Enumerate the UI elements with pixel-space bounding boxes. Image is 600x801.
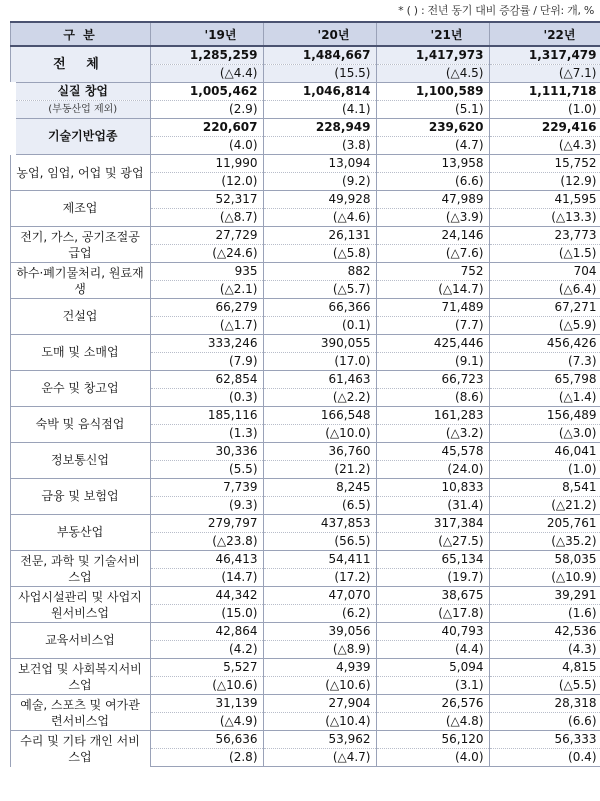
rate-cell: (△13.3): [489, 209, 600, 227]
rate-cell: (4.3): [489, 641, 600, 659]
rate-cell: (0.4): [489, 749, 600, 767]
value-cell: 13,094: [263, 155, 376, 173]
value-cell: 205,761: [489, 515, 600, 533]
table-row: [10, 83, 600, 101]
rate-cell: (7.9): [150, 353, 263, 371]
header-label: 구 분: [10, 22, 150, 46]
value-cell: 45,578: [376, 443, 489, 461]
row-label: 예술, 스포츠 및 여가관련서비스업: [10, 695, 150, 731]
value-cell: 44,342: [150, 587, 263, 605]
value-cell: 53,962: [263, 731, 376, 749]
rate-cell: (△7.1): [489, 65, 600, 83]
value-cell: 239,620: [376, 119, 489, 137]
rate-cell: (△21.2): [489, 497, 600, 515]
rate-cell: (6.2): [263, 605, 376, 623]
value-cell: 54,411: [263, 551, 376, 569]
table-row: [10, 479, 600, 497]
rate-cell: (△4.4): [150, 65, 263, 83]
value-cell: 24,146: [376, 227, 489, 245]
value-cell: 10,833: [376, 479, 489, 497]
value-cell: 1,111,718: [489, 83, 600, 101]
table-body: [10, 46, 600, 767]
rate-cell: (6.5): [263, 497, 376, 515]
value-cell: 15,752: [489, 155, 600, 173]
rate-cell: (△10.6): [150, 677, 263, 695]
value-cell: 65,134: [376, 551, 489, 569]
value-cell: 38,675: [376, 587, 489, 605]
row-label: 수리 및 기타 개인 서비스업: [10, 731, 150, 767]
rate-cell: (56.5): [263, 533, 376, 551]
rate-cell: (△5.5): [489, 677, 600, 695]
value-cell: 8,245: [263, 479, 376, 497]
row-label: 사업시설관리 및 사업지원서비스업: [10, 587, 150, 623]
row-label: 정보통신업: [10, 443, 150, 479]
value-cell: 56,636: [150, 731, 263, 749]
value-cell: 39,056: [263, 623, 376, 641]
table-row: [10, 155, 600, 173]
rate-cell: (12.9): [489, 173, 600, 191]
rate-cell: (14.7): [150, 569, 263, 587]
table-row: [10, 587, 600, 605]
value-cell: 333,246: [150, 335, 263, 353]
row-label: 실질 창업: [10, 83, 150, 101]
value-cell: 1,317,479: [489, 46, 600, 65]
value-cell: 66,723: [376, 371, 489, 389]
rate-cell: (6.6): [376, 173, 489, 191]
rate-cell: (△6.4): [489, 281, 600, 299]
rate-cell: (△24.6): [150, 245, 263, 263]
table-row: [10, 623, 600, 641]
table-row-rate: [10, 101, 600, 119]
rate-cell: (4.0): [150, 137, 263, 155]
value-cell: 30,336: [150, 443, 263, 461]
rate-cell: (7.7): [376, 317, 489, 335]
table-row: [10, 227, 600, 245]
rate-cell: (4.0): [376, 749, 489, 767]
rate-cell: (1.0): [489, 101, 600, 119]
value-cell: 46,041: [489, 443, 600, 461]
rate-cell: (△10.9): [489, 569, 600, 587]
row-label: 부동산업: [10, 515, 150, 551]
table-row: [10, 443, 600, 461]
row-label: 제조업: [10, 191, 150, 227]
row-label: 건설업: [10, 299, 150, 335]
value-cell: 61,463: [263, 371, 376, 389]
rate-cell: (8.6): [376, 389, 489, 407]
unit-note: * ( ) : 전년 동기 대비 증감률 / 단위: 개, %: [398, 4, 594, 17]
rate-cell: (△1.4): [489, 389, 600, 407]
rate-cell: (△4.9): [150, 713, 263, 731]
value-cell: 882: [263, 263, 376, 281]
header-year: '21년: [376, 22, 489, 46]
rate-cell: (2.9): [150, 101, 263, 119]
rate-cell: (△4.3): [489, 137, 600, 155]
rate-cell: (3.1): [376, 677, 489, 695]
rate-cell: (△5.8): [263, 245, 376, 263]
value-cell: 56,333: [489, 731, 600, 749]
rate-cell: (△3.9): [376, 209, 489, 227]
value-cell: 31,139: [150, 695, 263, 713]
value-cell: 40,793: [376, 623, 489, 641]
rate-cell: (△5.9): [489, 317, 600, 335]
rate-cell: (17.2): [263, 569, 376, 587]
value-cell: 49,928: [263, 191, 376, 209]
row-label: 하수·폐기물처리, 원료재생: [10, 263, 150, 299]
statistics-table: [4, 21, 600, 767]
value-cell: 11,990: [150, 155, 263, 173]
rate-cell: (5.1): [376, 101, 489, 119]
rate-cell: (12.0): [150, 173, 263, 191]
rate-cell: (31.4): [376, 497, 489, 515]
rate-cell: (△4.7): [263, 749, 376, 767]
rate-cell: (15.5): [263, 65, 376, 83]
value-cell: 46,413: [150, 551, 263, 569]
table-row: [10, 46, 600, 65]
value-cell: 1,046,814: [263, 83, 376, 101]
rate-cell: (4.2): [150, 641, 263, 659]
table-row: [10, 407, 600, 425]
value-cell: 752: [376, 263, 489, 281]
rate-cell: (△14.7): [376, 281, 489, 299]
table-row: [10, 731, 600, 749]
row-label: 기술기반업종: [10, 119, 150, 155]
value-cell: 56,120: [376, 731, 489, 749]
value-cell: 23,773: [489, 227, 600, 245]
rate-cell: (△8.7): [150, 209, 263, 227]
rate-cell: (△4.5): [376, 65, 489, 83]
row-label: 교육서비스업: [10, 623, 150, 659]
value-cell: 26,131: [263, 227, 376, 245]
rate-cell: (△10.6): [263, 677, 376, 695]
value-cell: 185,116: [150, 407, 263, 425]
value-cell: 1,285,259: [150, 46, 263, 65]
rate-cell: (9.2): [263, 173, 376, 191]
row-label: 전기, 가스, 공기조절공급업: [10, 227, 150, 263]
row-label: 금융 및 보험업: [10, 479, 150, 515]
rate-cell: (21.2): [263, 461, 376, 479]
value-cell: 704: [489, 263, 600, 281]
value-cell: 42,536: [489, 623, 600, 641]
value-cell: 47,070: [263, 587, 376, 605]
row-label: 운수 및 창고업: [10, 371, 150, 407]
value-cell: 47,989: [376, 191, 489, 209]
value-cell: 7,739: [150, 479, 263, 497]
rate-cell: (0.1): [263, 317, 376, 335]
rate-cell: (△17.8): [376, 605, 489, 623]
value-cell: 71,489: [376, 299, 489, 317]
row-label: 도매 및 소매업: [10, 335, 150, 371]
value-cell: 65,798: [489, 371, 600, 389]
rate-cell: (9.1): [376, 353, 489, 371]
table-row: [10, 299, 600, 317]
rate-cell: (3.8): [263, 137, 376, 155]
value-cell: 425,446: [376, 335, 489, 353]
value-cell: 27,729: [150, 227, 263, 245]
value-cell: 390,055: [263, 335, 376, 353]
rate-cell: (4.7): [376, 137, 489, 155]
rate-cell: (1.3): [150, 425, 263, 443]
rate-cell: (6.6): [489, 713, 600, 731]
row-label: 보건업 및 사회복지서비스업: [10, 659, 150, 695]
rate-cell: (△3.0): [489, 425, 600, 443]
row-label: 전 체: [10, 46, 150, 83]
table-row: [10, 263, 600, 281]
table-row: [10, 371, 600, 389]
rate-cell: (△4.6): [263, 209, 376, 227]
row-label: 숙박 및 음식점업: [10, 407, 150, 443]
rate-cell: (4.4): [376, 641, 489, 659]
rate-cell: (24.0): [376, 461, 489, 479]
rate-cell: (△7.6): [376, 245, 489, 263]
value-cell: 228,949: [263, 119, 376, 137]
rate-cell: (15.0): [150, 605, 263, 623]
rate-cell: (△8.9): [263, 641, 376, 659]
row-label: 농업, 임업, 어업 및 광업: [10, 155, 150, 191]
value-cell: 156,489: [489, 407, 600, 425]
rate-cell: (△4.8): [376, 713, 489, 731]
value-cell: 456,426: [489, 335, 600, 353]
table-row: [10, 335, 600, 353]
rate-cell: (17.0): [263, 353, 376, 371]
value-cell: 229,416: [489, 119, 600, 137]
value-cell: 5,527: [150, 659, 263, 677]
value-cell: 166,548: [263, 407, 376, 425]
value-cell: 39,291: [489, 587, 600, 605]
value-cell: 1,484,667: [263, 46, 376, 65]
row-sublabel: (부동산업 제외): [10, 101, 150, 119]
value-cell: 26,576: [376, 695, 489, 713]
rate-cell: (1.6): [489, 605, 600, 623]
value-cell: 13,958: [376, 155, 489, 173]
table-row: [10, 551, 600, 569]
table-row: [10, 695, 600, 713]
value-cell: 317,384: [376, 515, 489, 533]
rate-cell: (△1.7): [150, 317, 263, 335]
value-cell: 41,595: [489, 191, 600, 209]
rate-cell: (△2.2): [263, 389, 376, 407]
value-cell: 935: [150, 263, 263, 281]
value-cell: 52,317: [150, 191, 263, 209]
rate-cell: (1.0): [489, 461, 600, 479]
value-cell: 220,607: [150, 119, 263, 137]
value-cell: 1,005,462: [150, 83, 263, 101]
value-cell: 42,864: [150, 623, 263, 641]
value-cell: 67,271: [489, 299, 600, 317]
value-cell: 66,279: [150, 299, 263, 317]
value-cell: 1,417,973: [376, 46, 489, 65]
rate-cell: (19.7): [376, 569, 489, 587]
value-cell: 4,939: [263, 659, 376, 677]
value-cell: 58,035: [489, 551, 600, 569]
table-row: [10, 515, 600, 533]
value-cell: 5,094: [376, 659, 489, 677]
value-cell: 62,854: [150, 371, 263, 389]
value-cell: 66,366: [263, 299, 376, 317]
value-cell: 28,318: [489, 695, 600, 713]
header-row: [10, 22, 600, 46]
value-cell: 437,853: [263, 515, 376, 533]
value-cell: 8,541: [489, 479, 600, 497]
rate-cell: (△23.8): [150, 533, 263, 551]
value-cell: 36,760: [263, 443, 376, 461]
rate-cell: (△5.7): [263, 281, 376, 299]
value-cell: 161,283: [376, 407, 489, 425]
rate-cell: (5.5): [150, 461, 263, 479]
header-year: '19년: [150, 22, 263, 46]
value-cell: 279,797: [150, 515, 263, 533]
rate-cell: (2.8): [150, 749, 263, 767]
rate-cell: (△10.0): [263, 425, 376, 443]
value-cell: 1,100,589: [376, 83, 489, 101]
rate-cell: (△2.1): [150, 281, 263, 299]
table-row: [10, 659, 600, 677]
value-cell: 4,815: [489, 659, 600, 677]
rate-cell: (0.3): [150, 389, 263, 407]
value-cell: 27,904: [263, 695, 376, 713]
table-row: [10, 119, 600, 137]
rate-cell: (7.3): [489, 353, 600, 371]
rate-cell: (△1.5): [489, 245, 600, 263]
rate-cell: (△3.2): [376, 425, 489, 443]
rate-cell: (△35.2): [489, 533, 600, 551]
rate-cell: (△27.5): [376, 533, 489, 551]
rate-cell: (△10.4): [263, 713, 376, 731]
table-row: [10, 191, 600, 209]
header-year: '20년: [263, 22, 376, 46]
rate-cell: (4.1): [263, 101, 376, 119]
header-year: '22년: [489, 22, 600, 46]
row-label: 전문, 과학 및 기술서비스업: [10, 551, 150, 587]
rate-cell: (9.3): [150, 497, 263, 515]
